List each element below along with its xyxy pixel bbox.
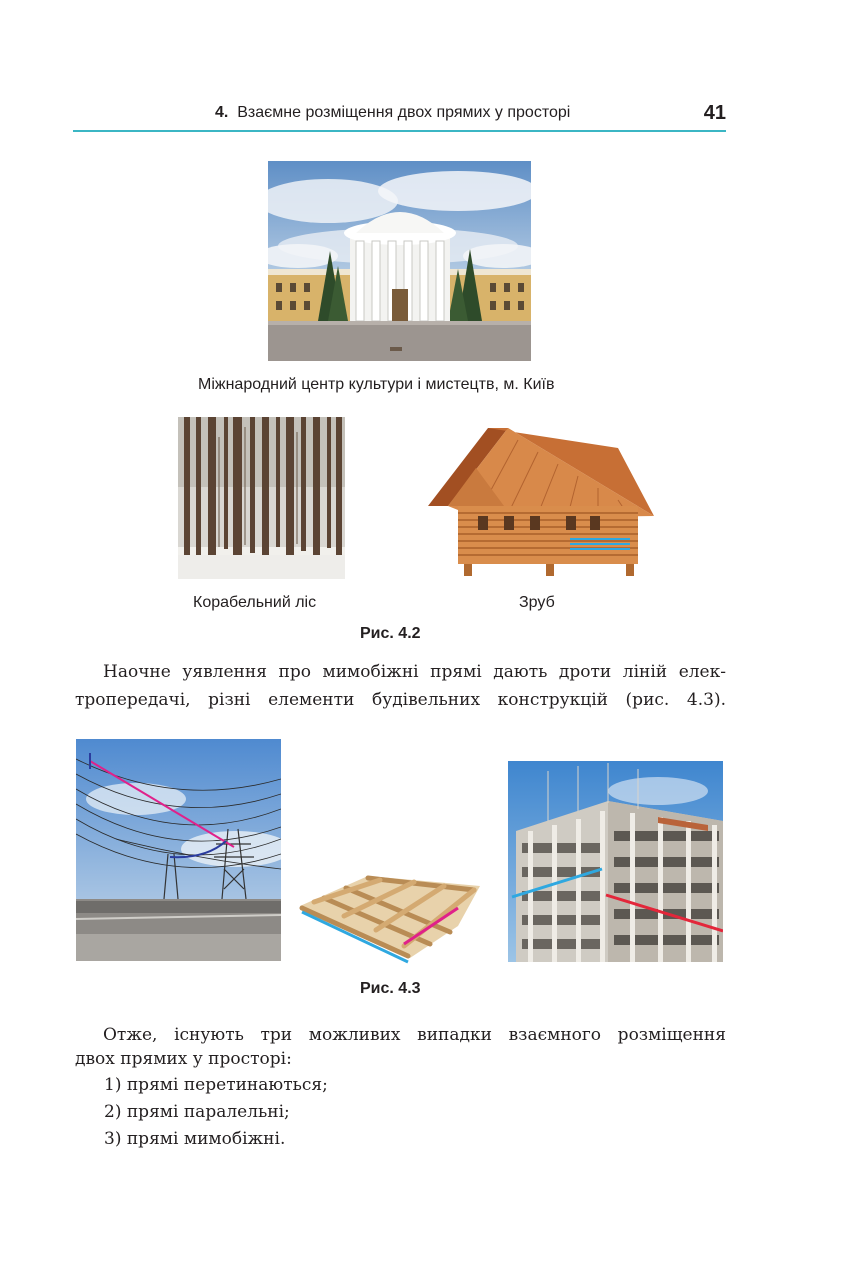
list-item: 3) прямі мимобіжні. [104,1129,286,1149]
paragraph-2-line-1: Отже, існують три можливих випадки взаємного розміщення [103,1025,726,1045]
figure-4-3-label: Рис. 4.3 [360,980,421,997]
running-header [73,96,726,132]
caption-house: Зруб [519,594,555,611]
paragraph-1-line-1: Наочне уявлення про мимобіжні прямі дають дроти ліній елек- [103,662,726,682]
paragraph-1-line-2: тропередачі, різні елементи будівельних конструкцій (рис. 4.3). [75,690,726,710]
paragraph-skew-lines-examples-cont [75,686,726,714]
log-house-illustration [418,418,660,580]
list-item: 1) прямі перетинаються; [104,1075,328,1095]
pine-forest-photo [178,417,345,579]
power-lines-photo [76,739,281,961]
section-number: 4. [215,104,229,121]
floor-frame-illustration [298,866,481,964]
paragraph-skew-lines-examples [75,658,726,686]
figure-4-2-label: Рис. 4.2 [360,625,421,642]
caption-forest: Корабельний ліс [193,594,317,611]
construction-building-photo [508,761,723,962]
kyiv-building-photo [268,161,531,361]
list-item: 2) прямі паралельні; [104,1102,290,1122]
paragraph-three-cases-cont [75,1045,726,1073]
page-number: 41 [703,102,726,124]
caption-kyiv: Міжнародний центр культури і мистецтв, м. Київ [198,376,555,393]
section-title-text: Взаємне розміщення двох прямих у просторі [237,104,571,121]
paragraph-2-line-2: двох прямих у просторі: [75,1049,292,1069]
section-title [215,104,570,122]
cases-list [104,1072,328,1153]
